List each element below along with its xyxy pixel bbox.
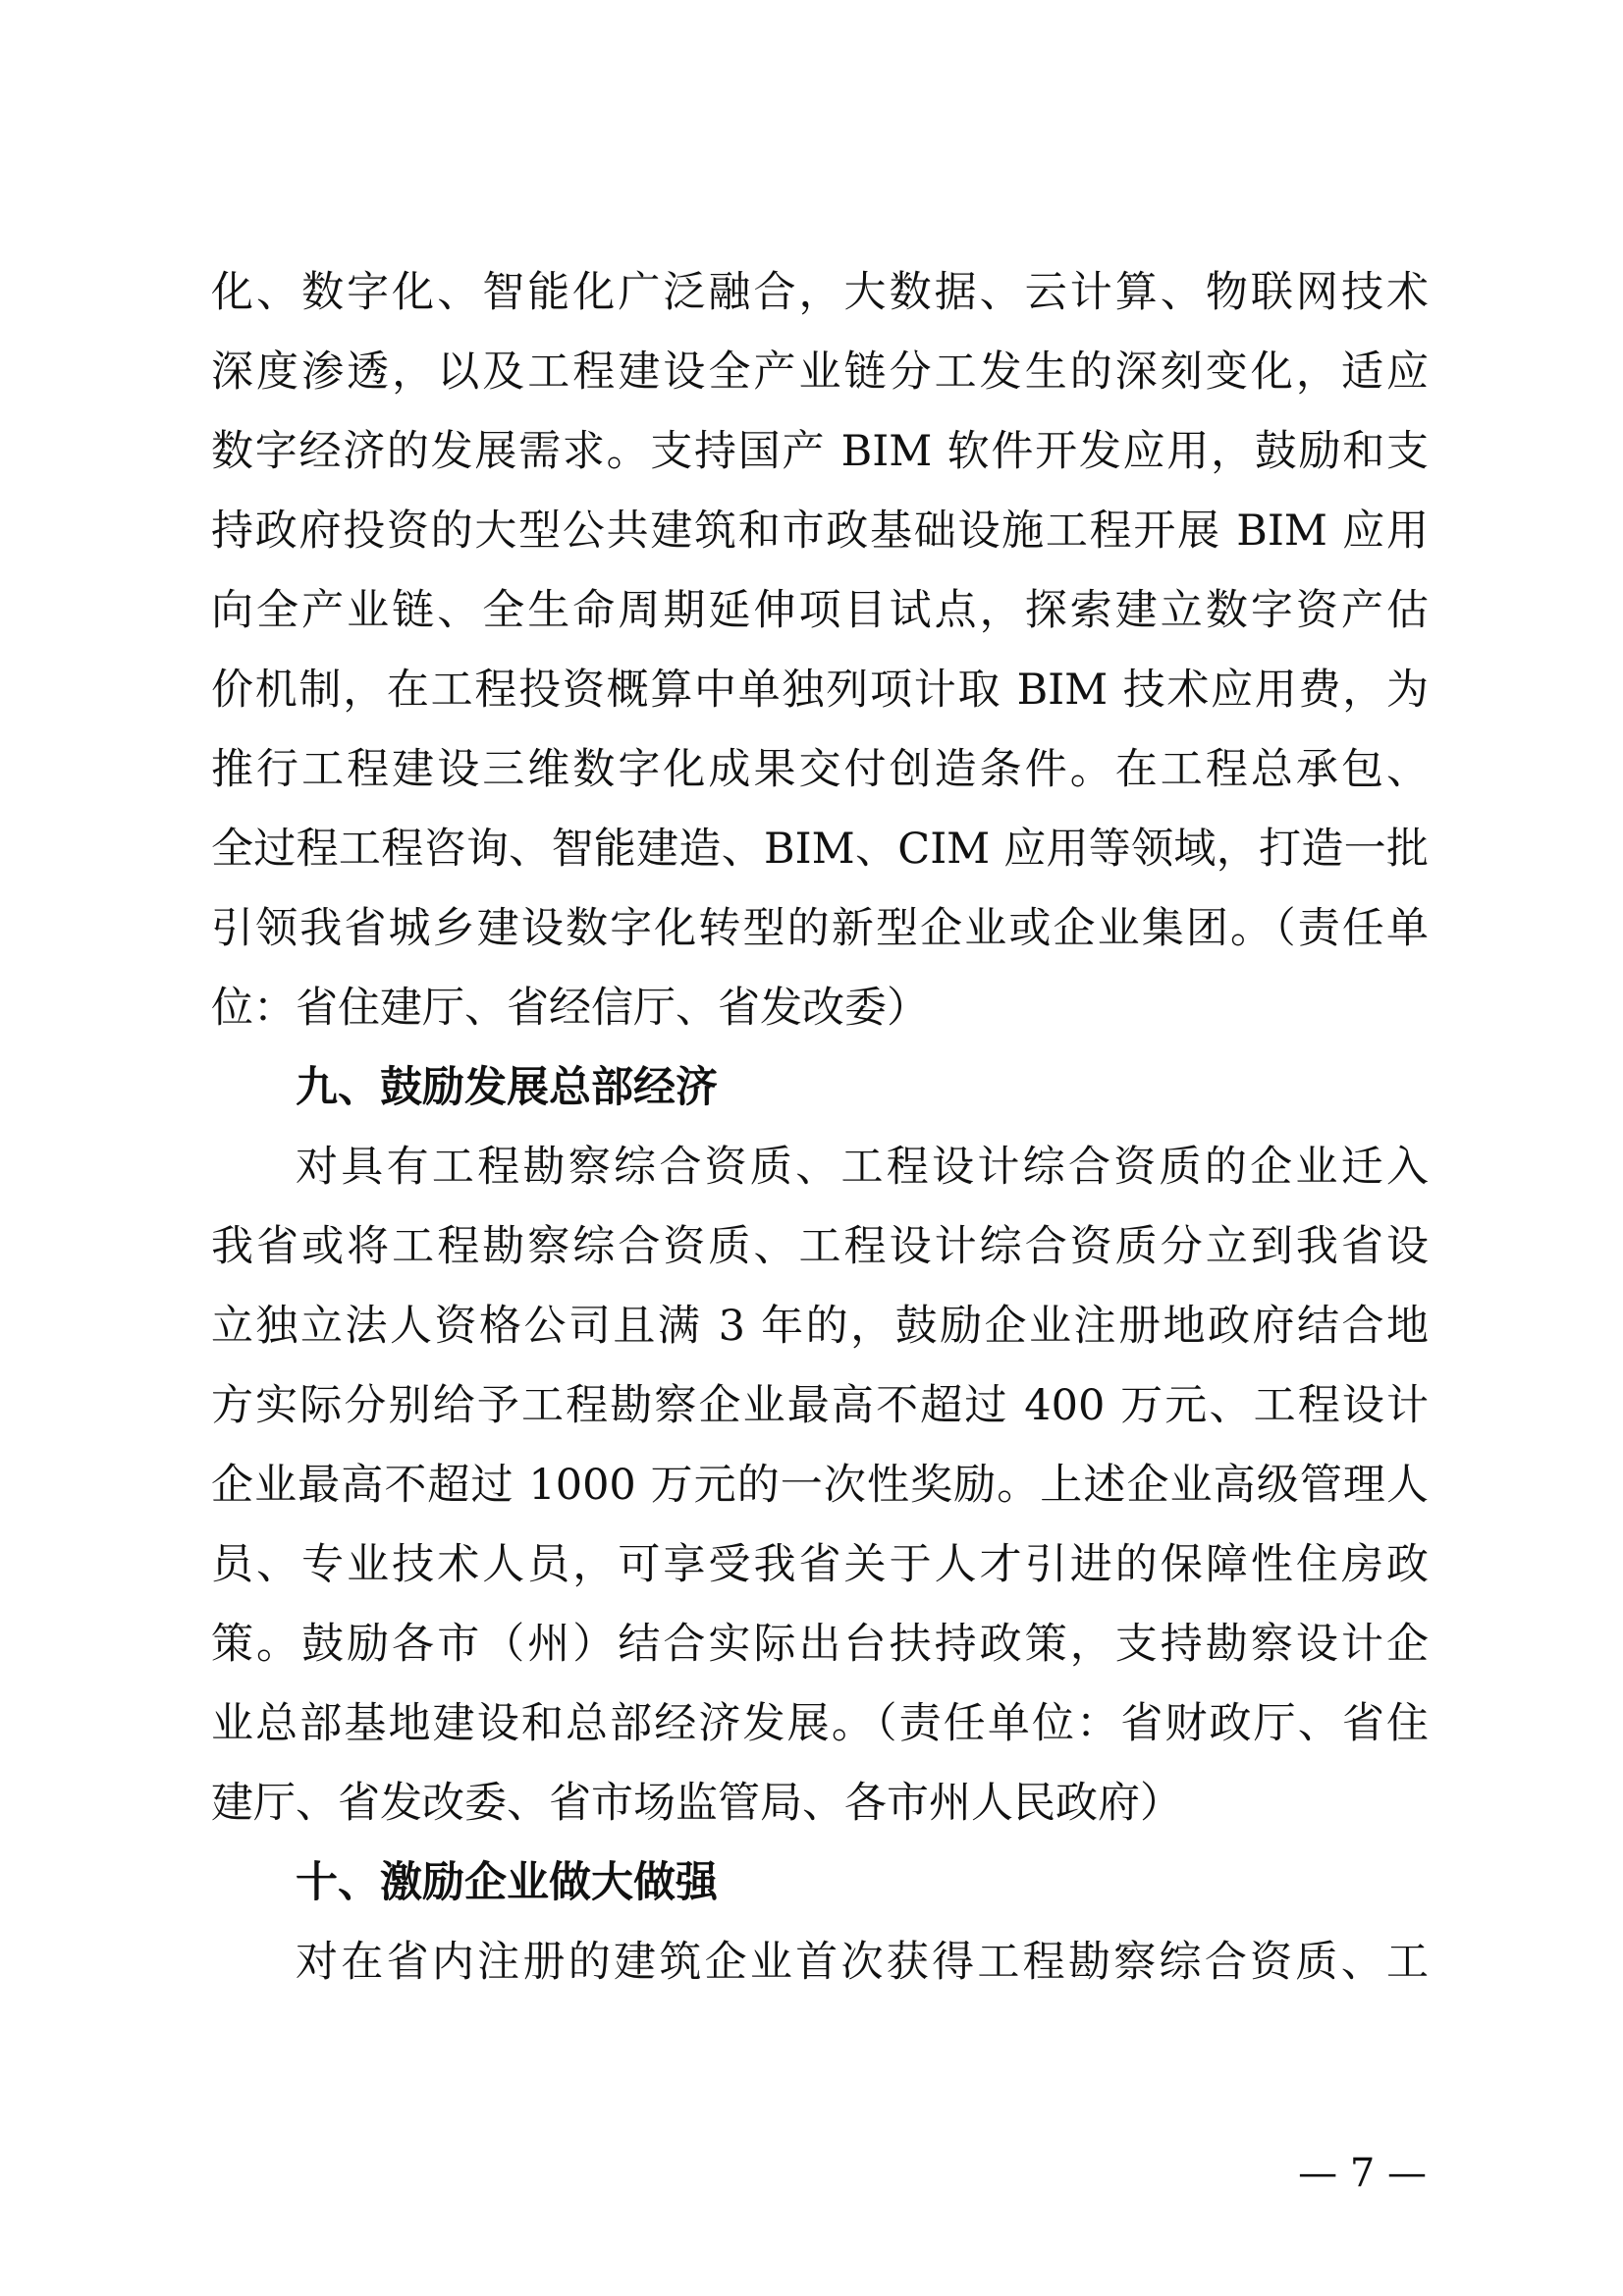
paragraph-digitalization — [211, 253, 1429, 2002]
page-number: — 7 — — [1298, 2151, 1427, 2196]
text-line: 员、专业技术人员，可享受我省关于人才引进的保障性住房政 — [211, 1540, 1429, 1589]
text-line: 化、数字化、智能化广泛融合，大数据、云计算、物联网技术 — [211, 268, 1429, 317]
text-line: 建厅、省发改委、省市场监管局、各市州人民政府） — [211, 1779, 1182, 1828]
text-line: 推行工程建设三维数字化成果交付创造条件。在工程总承包、 — [211, 745, 1429, 794]
text-line: 引领我省城乡建设数字化转型的新型企业或企业集团。（责任单 — [211, 904, 1429, 953]
text-line: 数字经济的发展需求。支持国产 BIM 软件开发应用，鼓励和支 — [211, 427, 1429, 476]
text-line: 策。鼓励各市（州）结合实际出台扶持政策，支持勘察设计企 — [211, 1620, 1429, 1669]
text-line: 全过程工程咨询、智能建造、BIM、CIM 应用等领域，打造一批 — [211, 825, 1429, 874]
text-line: 对具有工程勘察综合资质、工程设计综合资质的企业迁入 — [296, 1143, 1429, 1192]
text-line: 深度渗透，以及工程建设全产业链分工发生的深刻变化，适应 — [211, 347, 1429, 397]
text-line: 对在省内注册的建筑企业首次获得工程勘察综合资质、工 — [296, 1938, 1429, 1987]
text-line: 位：省住建厅、省经信厅、省发改委） — [211, 984, 929, 1033]
text-line: 业总部基地建设和总部经济发展。（责任单位：省财政厅、省住 — [211, 1699, 1429, 1748]
text-line: 价机制，在工程投资概算中单独列项计取 BIM 技术应用费，为 — [211, 666, 1429, 715]
text-line: 方实际分别给予工程勘察企业最高不超过 400 万元、工程设计 — [211, 1381, 1429, 1430]
section-9-heading: 九、鼓励发展总部经济 — [296, 1063, 718, 1112]
text-line: 我省或将工程勘察综合资质、工程设计综合资质分立到我省设 — [211, 1222, 1429, 1271]
text-line: 立独立法人资格公司且满 3 年的，鼓励企业注册地政府结合地 — [211, 1302, 1429, 1351]
text-line: 向全产业链、全生命周期延伸项目试点，探索建立数字资产估 — [211, 586, 1429, 635]
text-line: 企业最高不超过 1000 万元的一次性奖励。上述企业高级管理人 — [211, 1461, 1429, 1510]
section-10-heading: 十、激励企业做大做强 — [296, 1858, 718, 1907]
text-line: 持政府投资的大型公共建筑和市政基础设施工程开展 BIM 应用 — [211, 507, 1429, 556]
